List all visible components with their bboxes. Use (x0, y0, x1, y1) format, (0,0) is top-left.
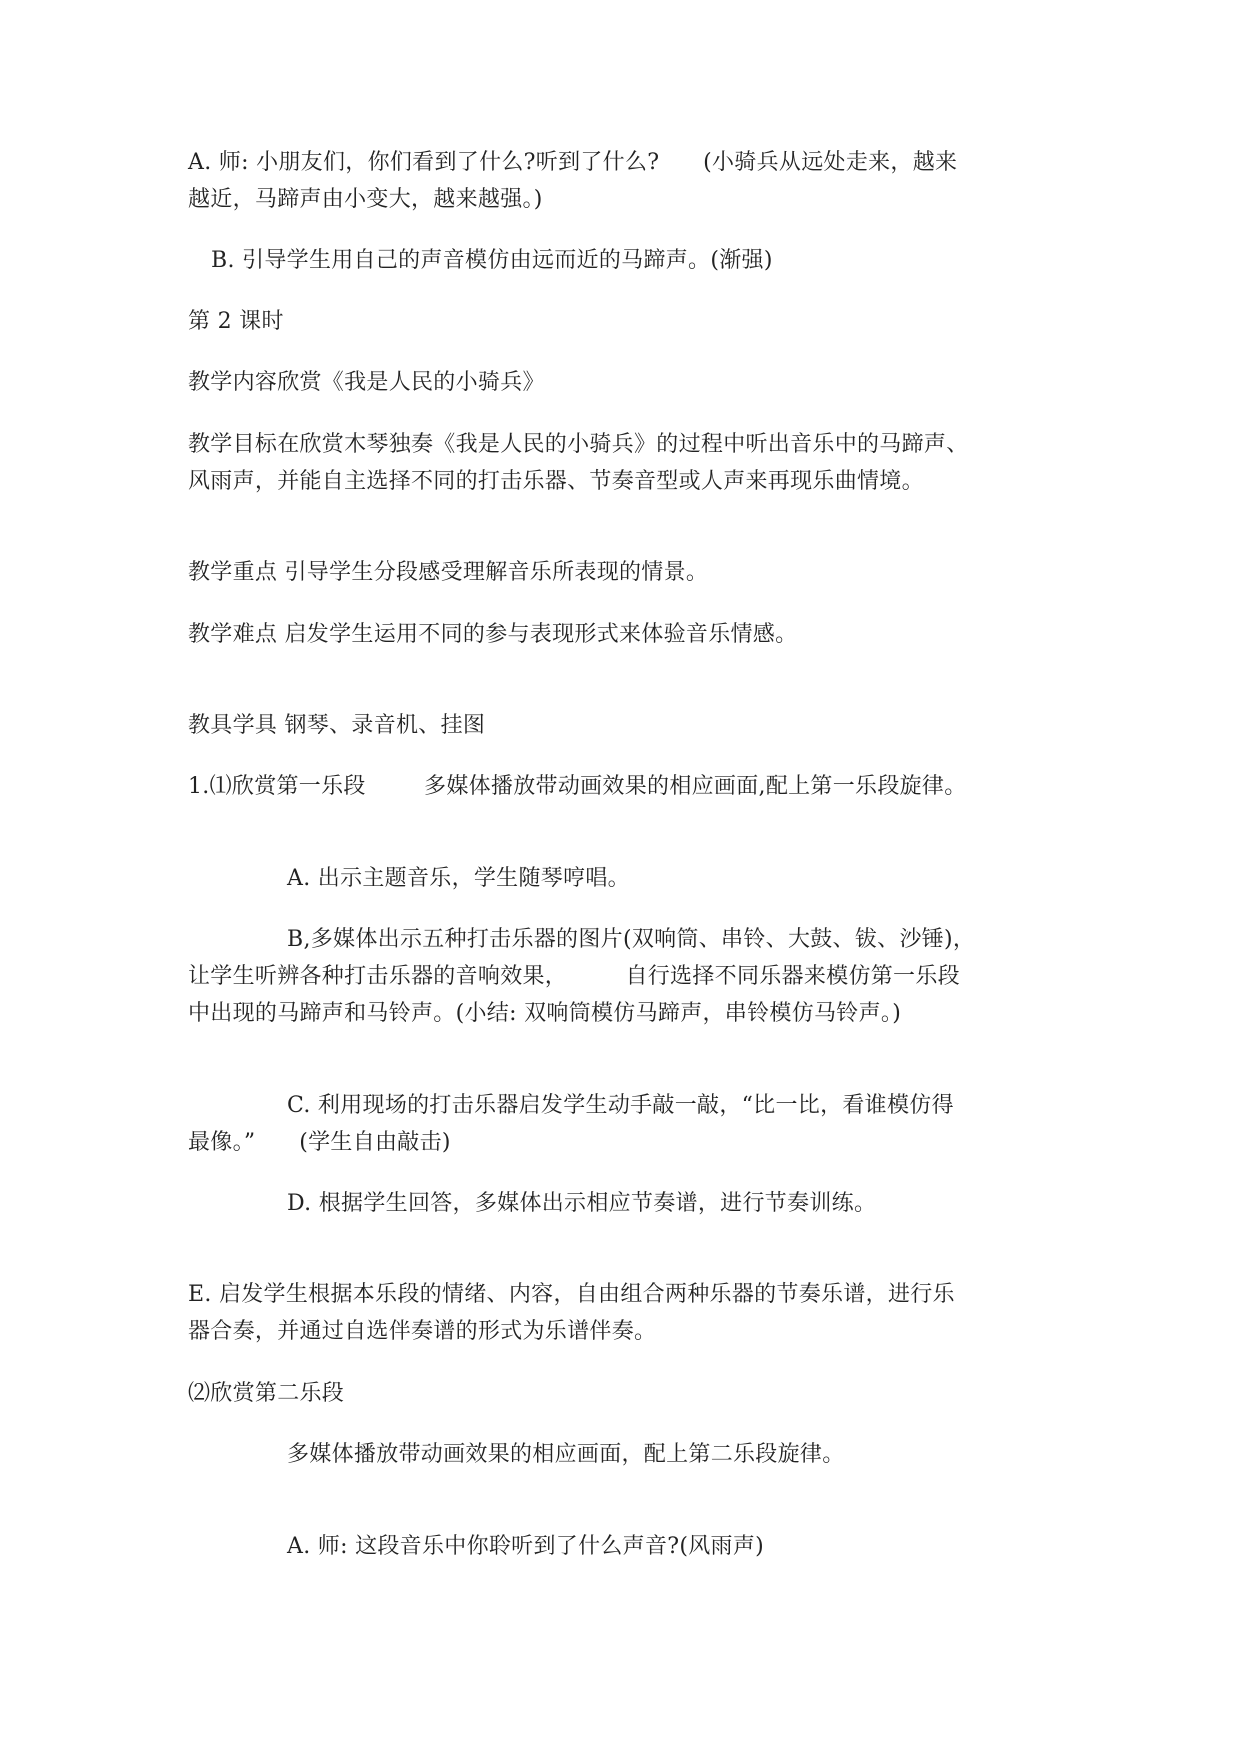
text-line: E. 启发学生根据本乐段的情绪、内容，自由组合两种乐器的节奏乐谱，进行乐 (188, 1282, 955, 1307)
text-line: 教学内容欣赏《我是人民的小骑兵》 (188, 370, 545, 395)
text-line: B,多媒体出示五种打击乐器的图片(双响筒、串铃、大鼓、钹、沙锤)， (287, 927, 976, 952)
text-line: 多媒体播放带动画效果的相应画面，配上第二乐段旋律。 (287, 1442, 845, 1467)
text-line: 教学目标在欣赏木琴独奏《我是人民的小骑兵》的过程中听出音乐中的马蹄声、 (188, 432, 969, 457)
text-line: 风雨声，并能自主选择不同的打击乐器、节奏音型或人声来再现乐曲情境。 (188, 469, 924, 494)
text-line: A. 师: 小朋友们，你们看到了什么?听到了什么? (小骑兵从远处走来，越来 (188, 150, 958, 175)
section-heading: 第 2 课时 (188, 309, 284, 334)
text-line: 让学生听辨各种打击乐器的音响效果， 自行选择不同乐器来模仿第一乐段 (188, 964, 960, 989)
text-line: 1.⑴欣赏第一乐段 多媒体播放带动画效果的相应画面,配上第一乐段旋律。 (188, 774, 967, 799)
section-heading: ⑵欣赏第二乐段 (188, 1381, 345, 1406)
text-line: A. 师: 这段音乐中你聆听到了什么声音?(风雨声) (287, 1534, 765, 1559)
text-line: D. 根据学生回答，多媒体出示相应节奏谱，进行节奏训练。 (287, 1191, 877, 1216)
text-line: C. 利用现场的打击乐器启发学生动手敲一敲，“比一比，看谁模仿得 (287, 1093, 954, 1118)
text-line: 教具学具 钢琴、录音机、挂图 (188, 713, 486, 738)
text-line: A. 出示主题音乐，学生随琴哼唱。 (287, 866, 630, 891)
text-line: B. 引导学生用自己的声音模仿由远而近的马蹄声。(渐强) (211, 248, 773, 273)
text-line: 中出现的马蹄声和马铃声。(小结: 双响筒模仿马蹄声，串铃模仿马铃声。) (188, 1001, 902, 1026)
text-line: 器合奏，并通过自选伴奏谱的形式为乐谱伴奏。 (188, 1319, 657, 1344)
text-line: 教学重点 引导学生分段感受理解音乐所表现的情景。 (188, 560, 709, 585)
text-line: 最像。” (学生自由敲击) (188, 1130, 451, 1155)
text-line: 越近，马蹄声由小变大，越来越强。) (188, 187, 543, 212)
text-line: 教学难点 启发学生运用不同的参与表现形式来体验音乐情感。 (188, 622, 798, 647)
